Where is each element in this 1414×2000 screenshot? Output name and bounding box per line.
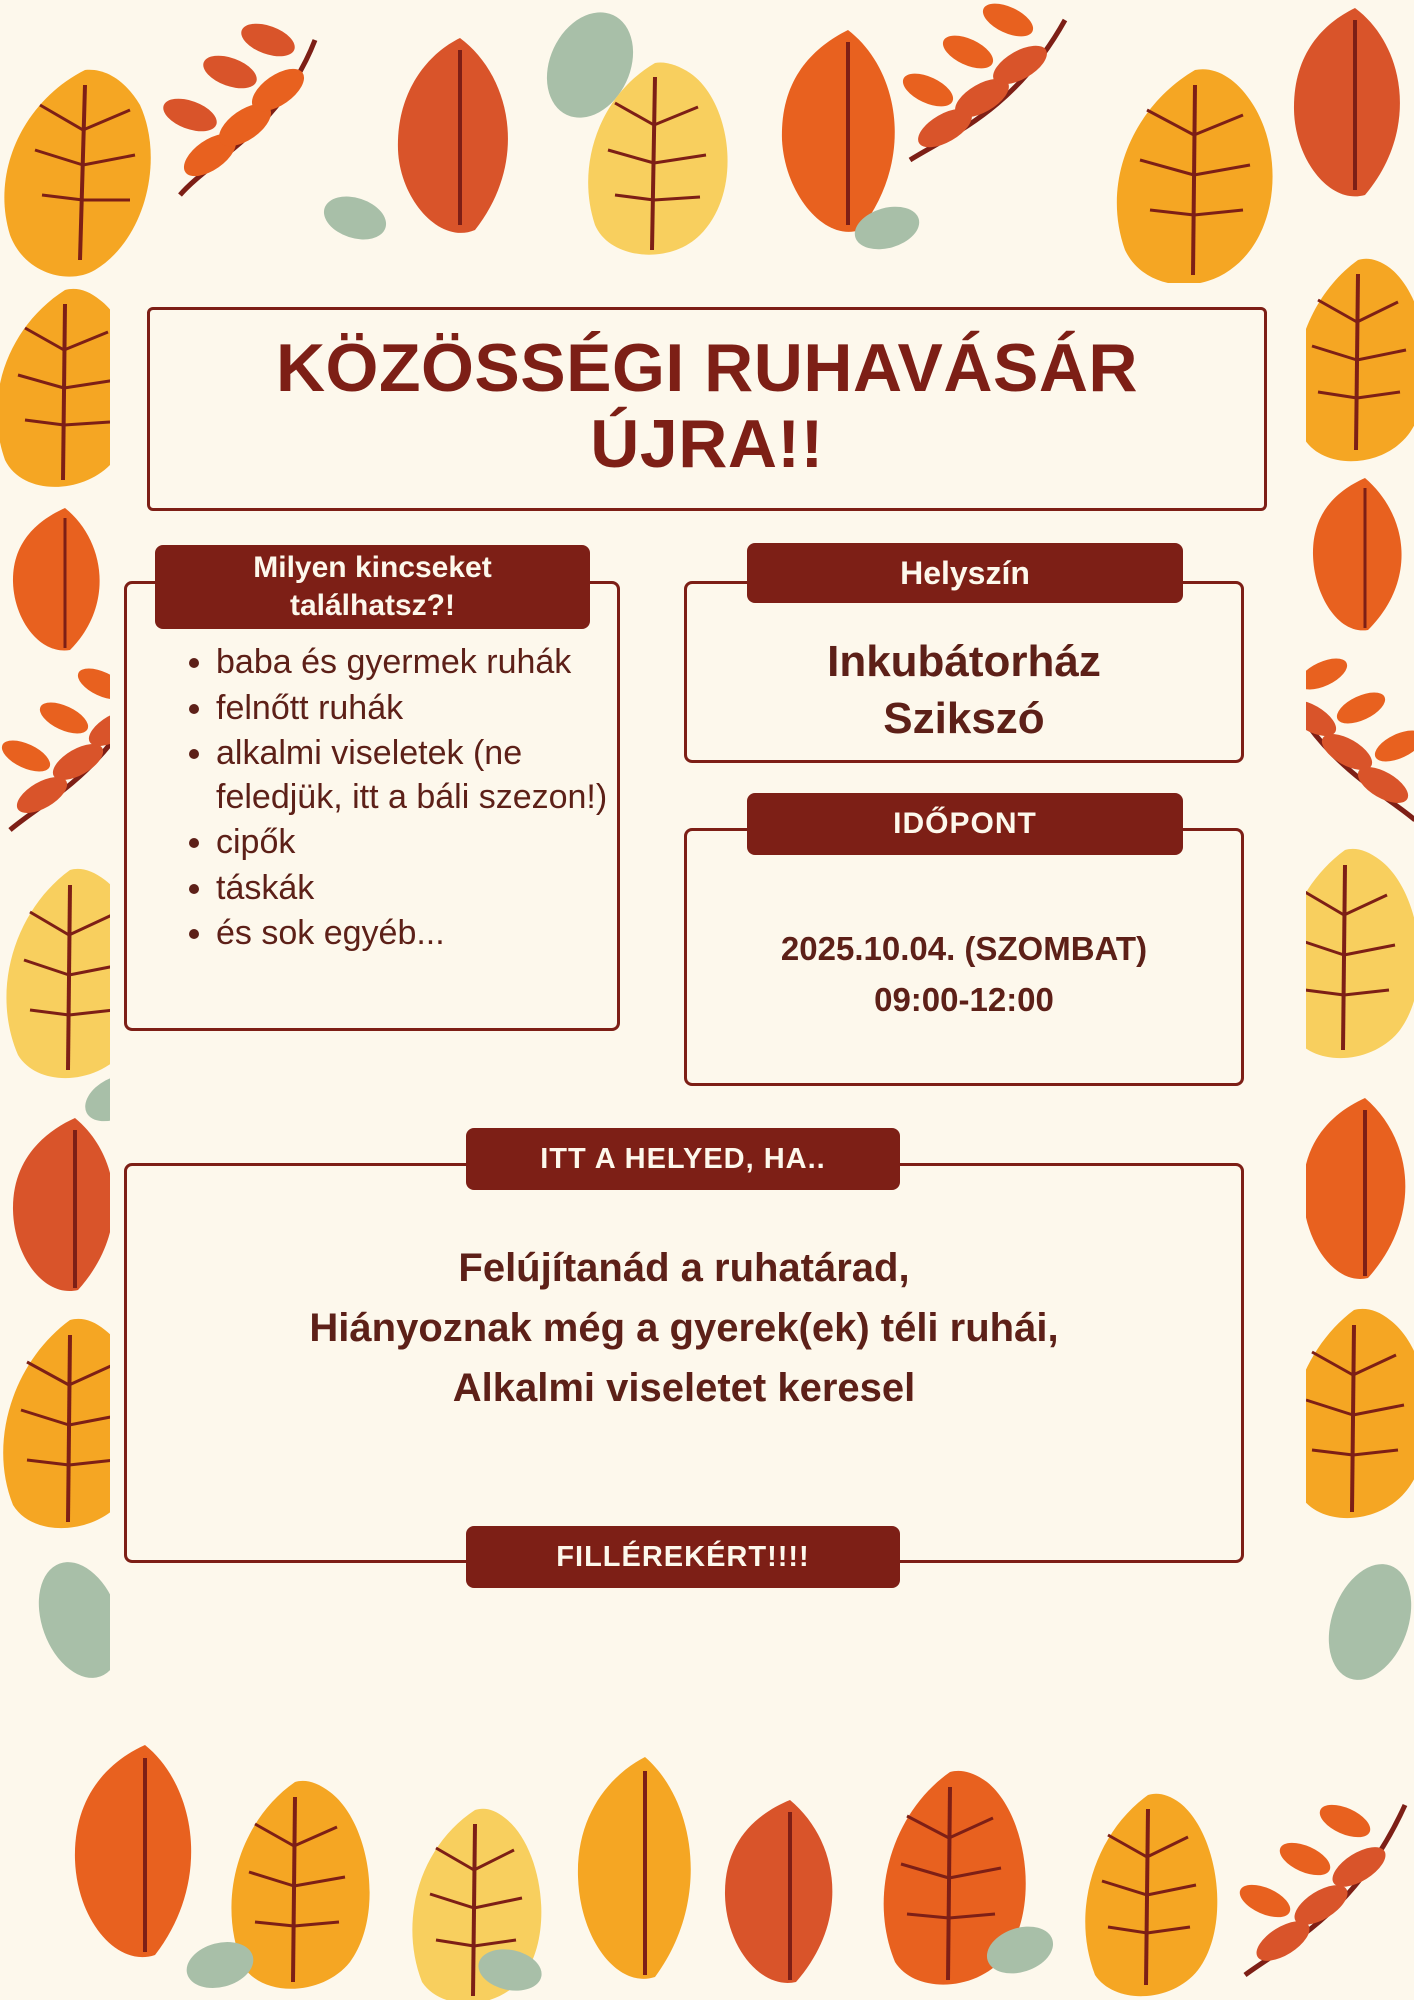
leaf-icon [830,190,945,262]
list-item: • cipők [216,821,646,865]
callout-line-2: Hiányoznak még a gyerek(ek) téli ruhái, [309,1306,1059,1350]
leaf-icon [300,180,410,250]
leaf-icon [1290,1090,1414,1290]
leaf-icon [760,20,930,250]
event-date: 2025.10.04. (SZOMBAT) [780,930,1148,967]
leaf-icon [0,60,190,290]
leaf-icon [520,0,660,130]
leaf-icon [390,1800,560,2000]
leaf-icon [455,1930,565,2000]
callout-line-1: Felújítanád a ruhatárad, [458,1246,910,1290]
leaf-icon [1085,60,1305,300]
leaf-icon [1280,0,1414,200]
venue-line-2: Szikszó [883,694,1045,744]
treasures-list [156,641,646,958]
callout-heading-ribbon [466,1128,900,1190]
callout-body [164,1238,1204,1418]
venue-line-1: Inkubátorház [827,637,1101,686]
callout-footer-label: FILLÉREKÉRT!!!! [556,1540,810,1573]
poster-title-line-1: KÖZÖSSÉGI RUHAVÁSÁR [275,330,1139,406]
leaf-icon [855,1760,1045,2000]
list-item: • felnőtt ruhák [216,687,646,731]
time-heading-ribbon [747,793,1183,855]
leaf-icon [890,0,1080,180]
venue-heading-label: Helyszín [900,554,1030,591]
venue-value [684,633,1244,747]
leaf-icon [160,1920,280,2000]
leaf-icon [710,1790,870,2000]
list-item: • táskák [216,867,646,911]
leaf-icon [560,55,750,265]
treasures-heading-line-2: találhatsz?! [289,589,455,622]
leaf-icon [1225,1755,1414,2000]
treasures-heading-ribbon [155,545,590,629]
list-item: • alkalmi viseletek (ne feledjük, itt a báli szezon!) [216,732,646,819]
leaf-icon [380,30,540,250]
time-heading-label: IDŐPONT [893,807,1037,840]
treasures-heading-line-1: Milyen kincseket [253,550,492,584]
callout-line-3: Alkalmi viseletet keresel [452,1366,916,1410]
event-hours: 09:00-12:00 [874,981,1054,1019]
poster-title-box [147,307,1267,511]
callout-footer-ribbon [466,1526,900,1588]
poster-content-panel [110,283,1306,1726]
leaf-icon [960,1905,1080,1985]
callout-heading-label: ITT A HELYED, HA.. [540,1142,826,1175]
poster-title-line-2: ÚJRA!! [590,406,824,483]
time-value [684,923,1244,1025]
leaf-icon [55,1730,235,1980]
leaf-icon [560,1745,730,2000]
venue-heading-ribbon [747,543,1183,603]
list-item: • és sok egyéb... [216,912,646,956]
list-item: • baba és gyermek ruhák [216,641,646,685]
leaf-icon [1060,1785,1235,2000]
leaf-icon [1300,1540,1414,1705]
leaf-icon [150,10,330,210]
leaf-icon [205,1770,385,2000]
leaf-icon [1300,470,1414,640]
